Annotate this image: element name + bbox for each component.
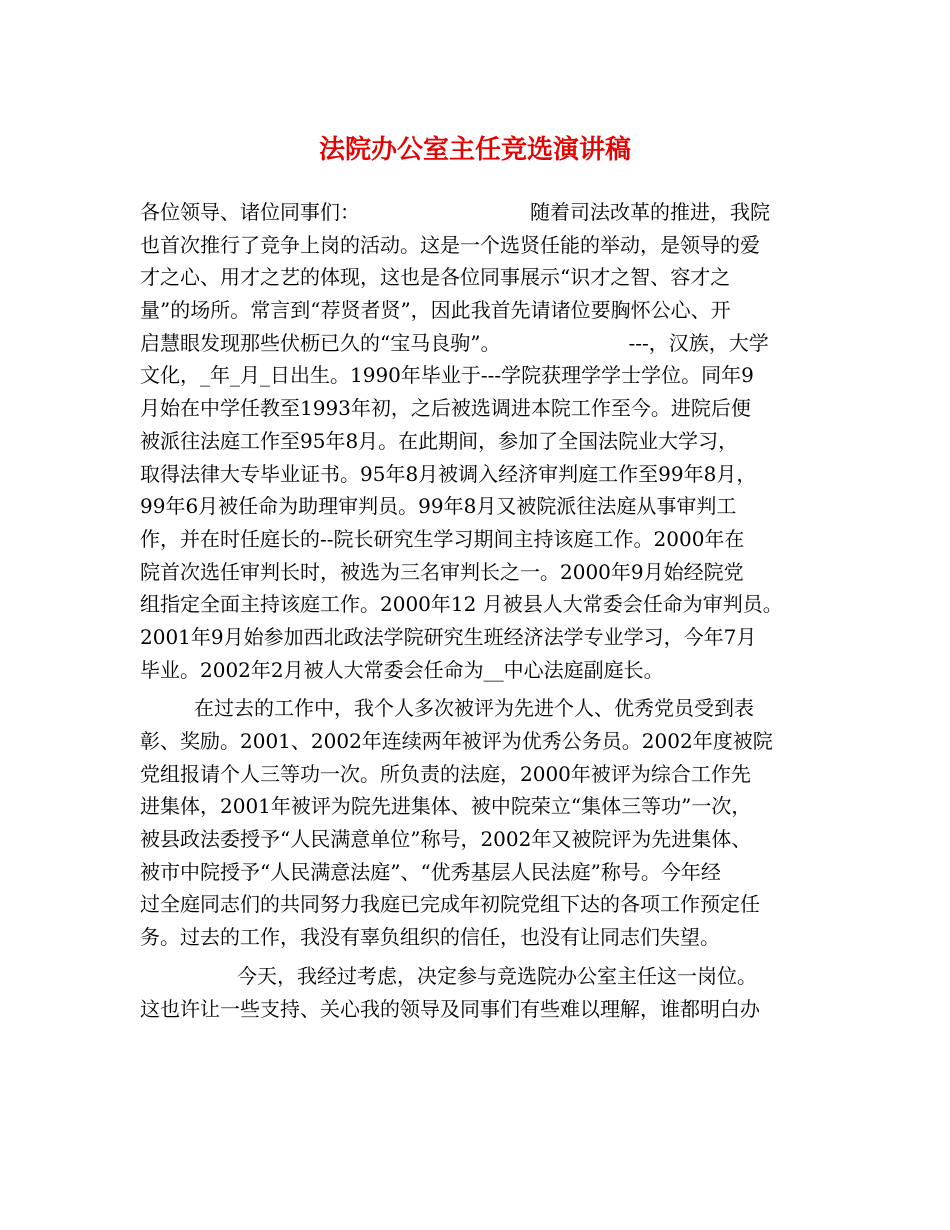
document-title: 法院办公室主任竞选演讲稿 xyxy=(318,135,631,165)
text-line: 作，并在时任庭长的--院长研究生学习期间主持该庭工作。2000年在 xyxy=(140,526,745,551)
text-line: 被市中院授予“人民满意法庭”、“优秀基层人民法庭”称号。今年经 xyxy=(140,859,721,884)
text-line xyxy=(140,196,820,229)
text-line: 文化，_年_月_日出生。1990年毕业于---学院获理学学士学位。同年9 xyxy=(140,363,754,388)
text-line: 才之心、用才之艺的体现，这也是各位同事展示“识才之智、容才之 xyxy=(140,265,731,290)
text-line: 月始在中学任教至1993年初，之后被选调进本院工作至今。进院后便 xyxy=(140,396,751,421)
text-line: 在过去的工作中，我个人多次被评为先进个人、优秀党员受到表 xyxy=(194,696,754,721)
text-line: 也首次推行了竞争上岗的活动。这是一个选贤任能的举动，是领导的爱 xyxy=(140,232,760,257)
text-line: 2001年9月始参加西北政法学院研究生班经济法学专业学习，今年7月 xyxy=(140,624,757,649)
text-line: 取得法律大专毕业证书。95年8月被调入经济审判庭工作至99年8月， xyxy=(140,461,757,486)
text-line xyxy=(140,327,820,360)
text-line: 过全庭同志们的共同努力我庭已完成年初院党组下达的各项工作预定任 xyxy=(140,892,760,917)
text-line: 院首次选任审判长时，被选为三名审判长之一。2000年9月始经院党 xyxy=(140,559,744,584)
text-line: 组指定全面主持该庭工作。2000年12 月被县人大常委会任命为审判员。 xyxy=(140,592,783,617)
document-body xyxy=(140,196,820,1025)
salutation: 各位领导、诸位同事们： xyxy=(140,200,360,224)
text-line: 被派往法庭工作至95年8月。在此期间，参加了全国法院业大学习， xyxy=(140,428,739,453)
text-line: 彰、奖励。2001、2002年连续两年被评为优秀公务员。2002年度被院 xyxy=(140,729,773,753)
text-line: 被县政法委授予“人民满意单位”称号，2002年又被院评为先进集体、 xyxy=(140,827,752,852)
text-line: 毕业。2002年2月被人大常委会任命为__中心法庭副庭长。 xyxy=(140,657,664,682)
text-line: 今天，我经过考虑，决定参与竞选院办公室主任这一岗位。 xyxy=(237,963,757,988)
text-segment: 随着司法改革的推进，我院 xyxy=(530,200,770,224)
paragraph-1 xyxy=(140,196,820,686)
paragraph-2 xyxy=(140,692,820,954)
text-line: 量”的场所。常言到“荐贤者贤”，因此我首先请诸位要胸怀公心、开 xyxy=(140,298,731,323)
paragraph-3 xyxy=(140,960,820,1025)
text-line: 党组报请个人三等功一次。所负责的法庭，2000年被评为综合工作先 xyxy=(140,761,751,786)
text-segment: ---，汉族，大学 xyxy=(628,330,769,355)
text-line: 进集体，2001年被评为院先进集体、被中院荣立“集体三等功”一次， xyxy=(140,794,752,819)
text-line: 务。过去的工作，我没有辜负组织的信任，也没有让同志们失望。 xyxy=(140,925,720,950)
text-line: 99年6月被任命为助理审判员。99年8月又被院派往法庭从事审判工 xyxy=(140,494,737,519)
text-segment: 启慧眼发现那些伏枥已久的“宝马良驹”。 xyxy=(140,330,501,355)
text-line: 这也许让一些支持、关心我的领导及同事们有些难以理解，谁都明白办 xyxy=(140,996,760,1021)
